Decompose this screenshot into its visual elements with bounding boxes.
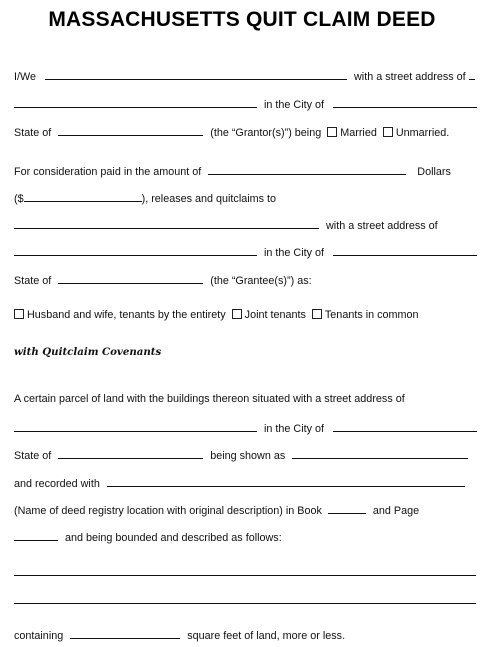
i-we-label: I/We xyxy=(14,71,36,83)
dollars-label: Dollars xyxy=(417,166,451,178)
tenants-common-checkbox[interactable] xyxy=(312,309,322,319)
releases-label: ), releases and quitclaims to xyxy=(141,193,277,205)
square-feet-label: square feet of land, more or less. xyxy=(187,630,346,642)
street-address-label: with a street address of xyxy=(354,71,466,83)
recorded-with-row xyxy=(14,475,478,491)
consideration-label: For consideration paid in the amount of xyxy=(14,166,202,178)
in-city-label: in the City of xyxy=(264,99,325,111)
registry-note-label: (Name of deed registry location with original description) in Book xyxy=(14,505,322,517)
unmarried-checkbox[interactable] xyxy=(383,127,393,137)
joint-tenants-checkbox[interactable] xyxy=(232,309,242,319)
document-title: MASSACHUSETTS QUIT CLAIM DEED xyxy=(48,8,436,31)
page-field[interactable] xyxy=(14,529,58,541)
parcel-state-field[interactable] xyxy=(58,447,203,459)
grantee-street-label: with a street address of xyxy=(326,220,438,232)
recorded-with-label: and recorded with xyxy=(14,478,100,490)
grantee-state-of-label: State of xyxy=(14,275,52,287)
bounded-row xyxy=(14,529,478,545)
and-page-label: and Page xyxy=(372,505,420,517)
grantee-name-row xyxy=(14,217,478,233)
consideration-amount-field[interactable] xyxy=(24,190,142,202)
grantor-state-field[interactable] xyxy=(58,124,203,136)
grantee-in-city-label: in the City of xyxy=(264,247,325,259)
parcel-street-field[interactable] xyxy=(14,420,257,432)
grantor-name-row xyxy=(14,68,478,84)
grantor-street-field[interactable] xyxy=(14,96,257,108)
being-shown-field[interactable] xyxy=(292,447,468,459)
grantee-city-row xyxy=(14,244,478,260)
grantee-street-field[interactable] xyxy=(14,244,257,256)
joint-tenants-label: Joint tenants xyxy=(244,309,306,321)
containing-row xyxy=(14,627,478,643)
unmarried-label: Unmarried. xyxy=(395,127,450,139)
grantee-name-field[interactable] xyxy=(14,217,319,229)
grantor-city-row xyxy=(14,96,478,112)
description-line-2[interactable] xyxy=(14,603,476,604)
parcel-state-of-label: State of xyxy=(14,450,52,462)
recorded-with-field[interactable] xyxy=(107,475,465,487)
husband-wife-checkbox[interactable] xyxy=(14,309,24,319)
description-line-1[interactable] xyxy=(14,575,476,576)
bounded-label: and being bounded and described as follows: xyxy=(65,532,282,544)
grantee-state-field[interactable] xyxy=(58,272,203,284)
grantor-label: (the “Grantor(s)”) being xyxy=(210,127,322,139)
dollar-open-label: ($ xyxy=(14,193,24,205)
parcel-in-city-label: in the City of xyxy=(264,423,325,435)
consideration-row xyxy=(14,163,478,179)
grantee-state-row xyxy=(14,272,478,288)
grantor-city-field[interactable] xyxy=(333,96,477,108)
square-feet-field[interactable] xyxy=(70,627,180,639)
grantor-name-field[interactable] xyxy=(45,68,347,80)
book-field[interactable] xyxy=(328,502,366,514)
state-of-label: State of xyxy=(14,127,52,139)
consideration-number-row xyxy=(14,190,478,206)
containing-label: containing xyxy=(14,630,64,642)
grantee-label: (the “Grantee(s)”) as: xyxy=(210,275,312,287)
parcel-intro-label: A certain parcel of land with the buildings thereon situated with a street address of xyxy=(14,393,405,405)
husband-wife-label: Husband and wife, tenants by the entirety xyxy=(27,309,226,321)
parcel-city-field[interactable] xyxy=(333,420,477,432)
married-label: Married xyxy=(340,127,377,139)
covenants-heading: with Quitclaim Covenants xyxy=(14,346,162,358)
grantor-state-row xyxy=(14,124,478,140)
parcel-intro-row xyxy=(14,392,478,406)
tenancy-row xyxy=(14,308,478,322)
married-checkbox[interactable] xyxy=(327,127,337,137)
parcel-state-row xyxy=(14,447,478,463)
grantee-city-field[interactable] xyxy=(333,244,477,256)
grantor-street-field-start[interactable] xyxy=(469,68,475,80)
parcel-city-row xyxy=(14,420,478,436)
consideration-amount-words-field[interactable] xyxy=(208,163,406,175)
tenants-common-label: Tenants in common xyxy=(324,309,419,321)
being-shown-label: being shown as xyxy=(210,450,286,462)
registry-row xyxy=(14,502,478,518)
